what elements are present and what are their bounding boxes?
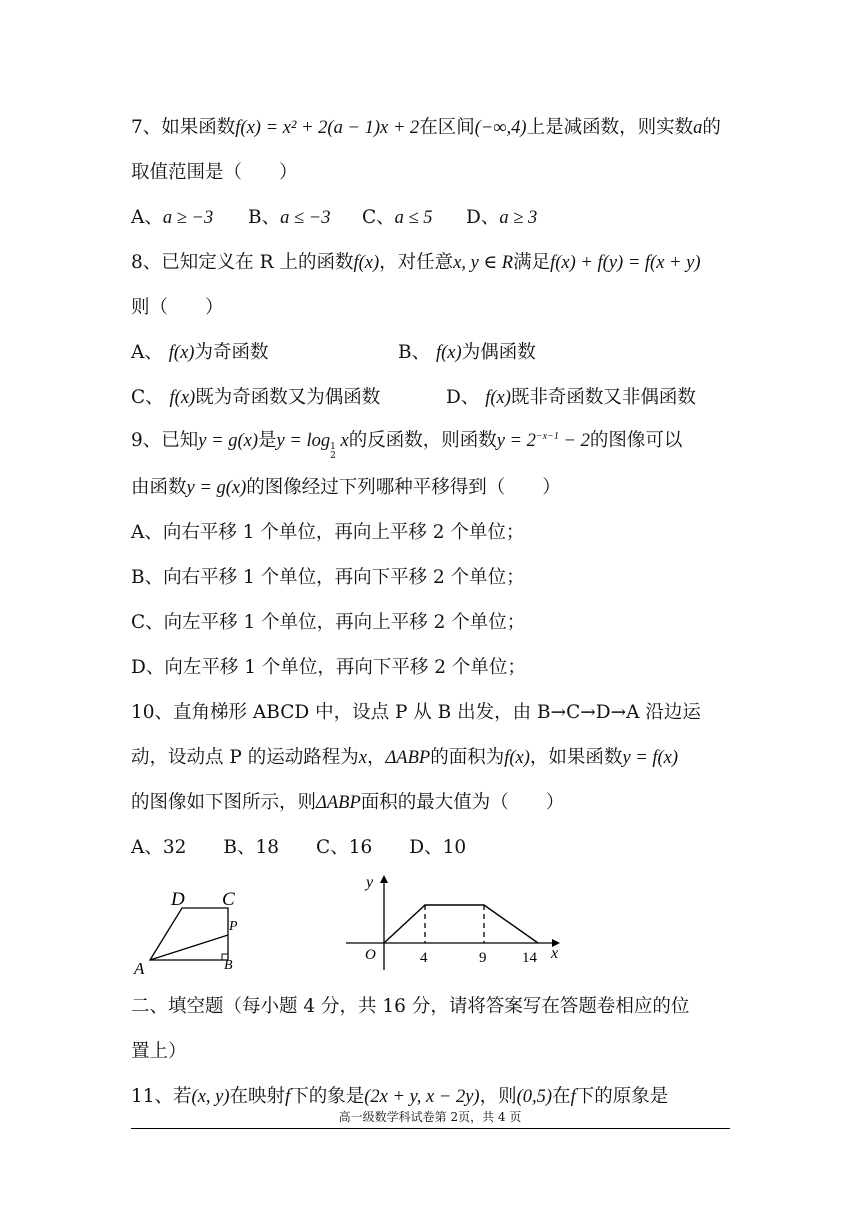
tick-4: 4	[420, 950, 428, 966]
page-footer: 高一级数学科试卷第 2页，共 4 页	[338, 1110, 522, 1124]
label-a: A	[134, 959, 145, 978]
q8-option-d: D、 f(x)既非奇函数又非偶函数	[446, 387, 696, 408]
q9-option-d: D、向左平移 1 个单位，再向下平移 2 个单位；	[131, 657, 526, 678]
trapezoid-figure	[125, 880, 255, 980]
q8-line2: 则（ ）	[131, 297, 224, 318]
trapezoid-shape	[150, 908, 228, 960]
q10-line1: 10、直角梯形 ABCD 中，设点 P 从 B 出发，由 B→C→D→A 沿边运	[131, 702, 701, 723]
q7-text: 7、如果函数	[131, 117, 236, 138]
q7-function: f(x) = x² + 2(a − 1)x + 2	[235, 118, 420, 138]
label-y: y	[366, 874, 374, 891]
q7-text: 在区间	[419, 117, 475, 138]
label-p: P	[229, 919, 238, 934]
label-c: C	[222, 889, 235, 910]
q9-option-b: B、向右平移 1 个单位，再向下平移 2 个单位；	[131, 567, 525, 588]
q7-option-b: B、a ≤ −3	[248, 207, 331, 228]
q10-line3: 的图像如下图所示，则ΔABP面积的最大值为（ ）	[131, 792, 565, 813]
q11-line1: 11、若(x, y)在映射f下的象是(2x + y, x − 2y)，则(0,5)在f下的原象是	[131, 1086, 669, 1107]
q9-log-base: 1 2	[330, 442, 336, 462]
footer-rule	[131, 1128, 730, 1129]
q9-line2: 由函数y = g(x)的图像经过下列哪种平移得到（ ）	[131, 477, 561, 498]
q7-option-d: D、a ≥ 3	[466, 207, 538, 228]
y-axis-arrow	[380, 875, 388, 883]
label-b: B	[224, 958, 233, 973]
q10-options: A、32 B、18 C、16 D、10	[131, 837, 467, 858]
q7-var: a	[693, 118, 703, 138]
q9-option-a: A、向右平移 1 个单位，再向上平移 2 个单位；	[131, 522, 525, 543]
section2-line1: 二、填空题（每小题 4 分，共 16 分，请将答案写在答题卷相应的位	[131, 996, 690, 1017]
q7-option-c: C、a ≤ 5	[362, 207, 433, 228]
q7-line1	[131, 116, 721, 140]
label-d: D	[171, 889, 185, 910]
q9-line1: 9、已知y = g(x)是y = log 1 2 x的反函数，则函数$y = 2^{-x-1} - 2$的图像可以	[131, 430, 683, 462]
q7-line2: 取值范围是（ ）	[131, 162, 298, 183]
q7-text: 上是减函数，则实数	[526, 117, 694, 138]
label-origin: O	[365, 947, 376, 963]
q9-option-c: C、向左平移 1 个单位，再向上平移 2 个单位；	[131, 612, 526, 633]
q10-line2: 动，设动点 P 的运动路程为x，ΔABP的面积为f(x)，如果函数y = f(x)	[131, 747, 679, 768]
segment-ap	[150, 935, 228, 960]
tick-14: 14	[522, 950, 537, 966]
tick-9: 9	[479, 950, 487, 966]
graph-curve	[384, 905, 538, 943]
function-graph	[340, 870, 570, 975]
label-x: x	[551, 945, 559, 962]
q8-option-a: A、 f(x)为奇函数	[131, 342, 269, 363]
q7-option-a: A、a ≥ −3	[131, 207, 214, 228]
q8-option-c: C、 f(x)既为奇函数又为偶函数	[131, 387, 381, 408]
q8-line1: 8、已知定义在 R 上的函数f(x)，对任意x, y ∈ R满足f(x) + f(y) = f(x + y)	[131, 252, 701, 273]
q7-text: 的	[702, 117, 721, 138]
q8-option-b: B、 f(x)为偶函数	[398, 342, 536, 363]
q7-interval: (−∞,4)	[474, 118, 527, 138]
section2-line2: 置上）	[131, 1041, 187, 1062]
